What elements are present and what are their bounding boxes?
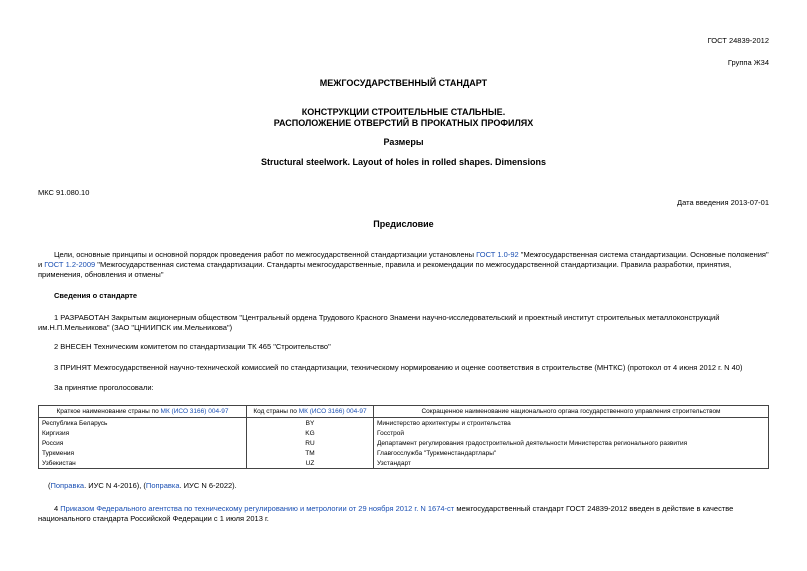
foreword-heading: Предисловие [373,219,434,229]
item-2: 2 ВНЕСЕН Техническим комитетом по стандартизации ТК 465 "Строительство" [54,342,331,351]
code-cell: UZ [247,458,374,469]
gost-1-0-link[interactable]: ГОСТ 1.0-92 [476,250,519,259]
amendments-line: (Поправка. ИУС N 4-2016), (Поправка. ИУС N 6-2022). [48,481,237,490]
intro-date: Дата введения 2013-07-01 [677,198,769,207]
title-line1: КОНСТРУКЦИИ СТРОИТЕЛЬНЫЕ СТАЛЬНЫЕ. [301,107,506,117]
item-3: 3 ПРИНЯТ Межгосударственной научно-технической комиссией по стандартизации, техническому нормированию и оценке соответствия в строительстве (МНТКС) (протокол от 4 июня 2012 г. N 40) [54,363,743,372]
gost-1-2-link[interactable]: ГОСТ 1.2-2009 [44,260,96,269]
table-row [39,428,769,438]
country-cell: Россия [39,438,247,448]
country-cell: Туркмения [39,448,247,458]
mk-iso-link[interactable]: МК (ИСО 3166) 004-97 [160,408,229,415]
column-header-code: Код страны по МК (ИСО 3166) 004-97 [247,406,374,418]
info-heading: Сведения о стандарте [54,291,138,300]
title-subtitle: Размеры [383,137,424,147]
body-cell: Министерство архитектуры и строительства [374,418,769,429]
title-english: Structural steelwork. Layout of holes in rolled shapes. Dimensions [260,157,547,167]
foreword-text-b: "Межгосударственная система стандартизации. Основные положения" и [38,250,769,269]
column-header-body: Сокращенное наименование национального органа государственного управления строительством [374,406,769,418]
item-4-text: межгосударственный стандарт ГОСТ 24839-2012 введен в действие в качестве национального стандарта Российской Федерации с 1 июля 2013 г. [38,504,734,523]
mks-code: МКС 91.080.10 [38,188,90,197]
standard-type: МЕЖГОСУДАРСТВЕННЫЙ СТАНДАРТ [319,78,488,88]
item-1 [38,313,769,333]
item-1-text: 1 РАЗРАБОТАН Закрытым акционерным обществом "Центральный ордена Трудового Красного Знамени научно-исследовательский и проектный институт строительных металлоконструкций им.Н.П.Мельникова" (ЗАО "ЦНИИПСК им.Мельникова") [38,313,720,332]
countries-table [38,405,769,469]
country-cell: Республика Беларусь [39,418,247,429]
code-cell: RU [247,438,374,448]
body-cell: Главгосслужба "Туркменстандартлары" [374,448,769,458]
item-4: 4 Приказом Федерального агентства по техническому регулированию и метрологии от 29 ноября 2012 г. N 1674-ст межгосударственный стандарт ГОСТ 24839-2012 введен в действие в качестве национального стандарта Российской Федерации с 1 июля 2013 г. [38,504,734,523]
table-header-row [39,406,769,418]
doc-number: ГОСТ 24839-2012 [707,36,769,45]
voted-label: За принятие проголосовали: [54,383,154,392]
table-row [39,418,769,429]
code-cell: TM [247,448,374,458]
body-cell: Узстандарт [374,458,769,469]
code-cell: KG [247,428,374,438]
body-cell: Департамент регулирования градостроительной деятельности Министерства регионального развития [374,438,769,448]
foreword-text-a: Цели, основные принципы и основной порядок проведения работ по межгосударственной стандартизации установлены [54,250,477,259]
order-link[interactable]: Приказом Федерального агентства по техническому регулированию и метрологии от 29 ноября 2012 г. N 1674-ст [60,504,455,513]
country-cell: Киргизия [39,428,247,438]
foreword-text-c: "Межгосударственная система стандартизации. Стандарты межгосударственные, правила и рекомендации по межгосударственной стандартизации. Правила разработки, принятия, применения, обновления и отмены" [38,260,732,279]
foreword-paragraph [38,250,769,280]
amendment-link[interactable]: Поправка [50,481,85,490]
body-cell: Госстрой [374,428,769,438]
code-cell: BY [247,418,374,429]
amendment-link[interactable]: Поправка [145,481,180,490]
column-header-country: Краткое наименование страны по МК (ИСО 3166) 004-97 [39,406,247,418]
mk-iso-link[interactable]: МК (ИСО 3166) 004-97 [298,408,367,415]
table-row [39,438,769,448]
table-row [39,458,769,469]
table-row [39,448,769,458]
title-line2: РАСПОЛОЖЕНИЕ ОТВЕРСТИЙ В ПРОКАТНЫХ ПРОФИЛЯХ [273,118,534,128]
group-code: Группа Ж34 [727,58,769,67]
country-cell: Узбекистан [39,458,247,469]
